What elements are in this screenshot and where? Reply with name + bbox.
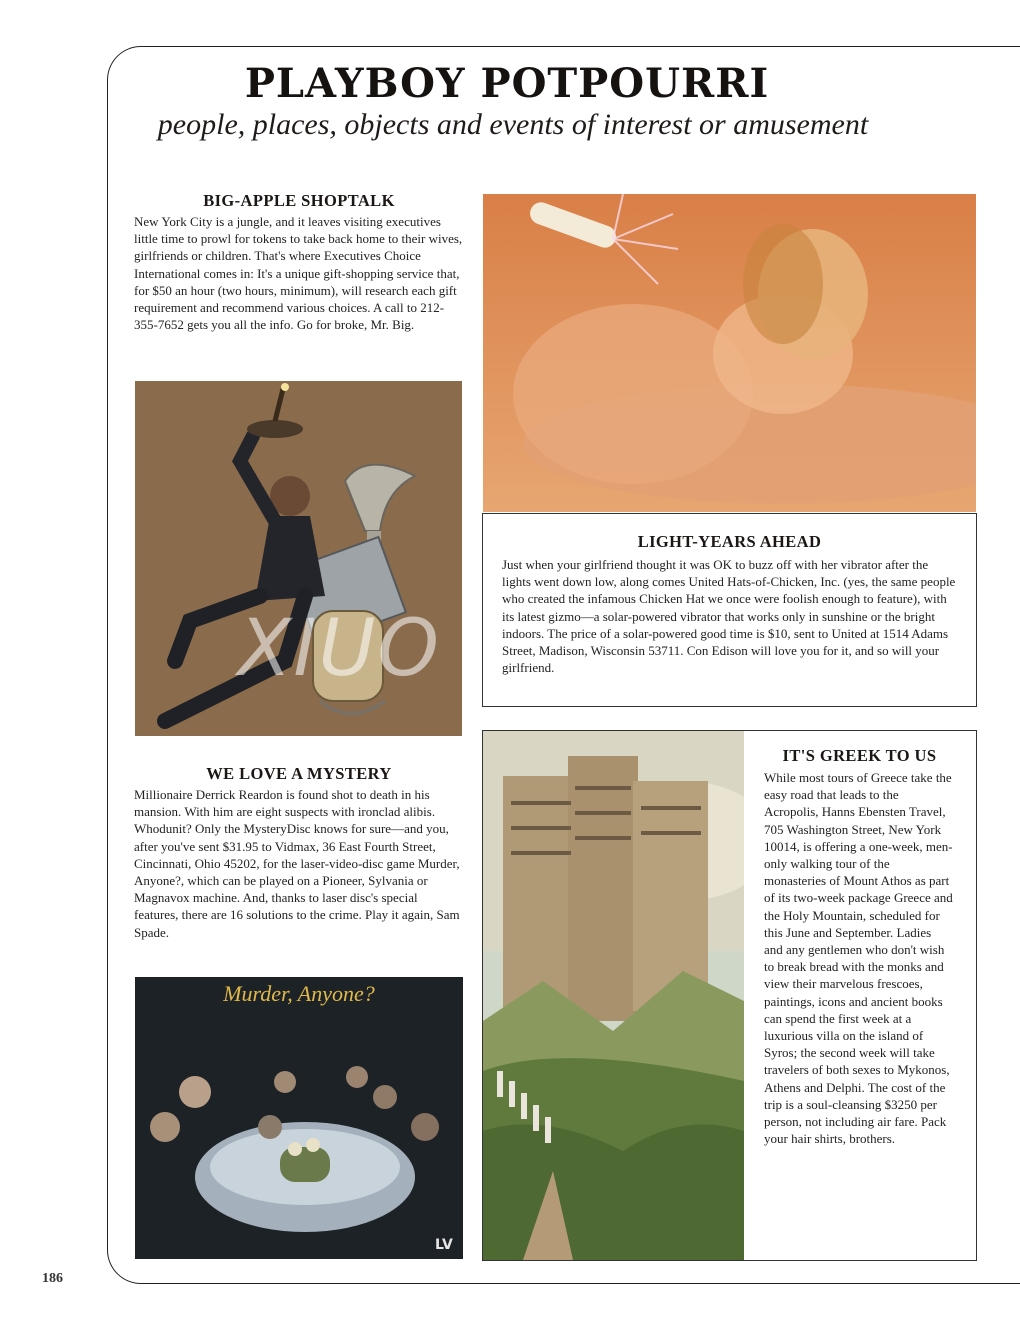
- solar-vibrator-photo: [483, 194, 976, 512]
- mystery-body: Millionaire Derrick Reardon is found shot to death in his mansion. With him are eight suspects with ironclad alibis. Whodunit? Only the MysteryDisc knows for sure—and you, after you've sent $31.95 to Vidmax, 36 East Fourth Street, Cincinnati, Ohio 45202, for the laser-video-disc game Murder, Anyone?, which can be played on a Pioneer, Sylvania or Magnavox machine. And, thanks to laser disc's special features, there are 16 solutions to the crime. Play it again, Sam Spade.: [134, 787, 460, 940]
- page-subtitle: people, places, objects and events of interest or amusement: [157, 108, 869, 141]
- greek-heading: IT'S GREEK TO US: [782, 746, 937, 765]
- greek-body: While most tours of Greece take the easy road that leads to the Acropolis, Hanns Ebensten Travel, 705 Washington Street, New York 10014, is offering a one-week, men-only walking tour of the monasteries of Mount Athos as part of its two-week package Greece and the Holy Mountain, scheduled for this June and September. Ladies and any gentlemen who don't wish to break bread with the monks and view their marvelous frescoes, paintings, icons and ancient books can spend the first week at a luxurious villa on the island of Syros; the second week will take travelers of both sexes to Mykonos, Athens and Delphi. The cost of the trip is a soul-cleansing $3250 per person, not including air fare. Pack your hair shirts, brothers.: [764, 770, 953, 1147]
- mystery-heading: WE LOVE A MYSTERY: [206, 764, 392, 783]
- murder-anyone-cover: [135, 977, 463, 1259]
- light-years-heading: LIGHT-YEARS AHEAD: [637, 532, 822, 551]
- page-title: PLAYBOY POTPOURRI: [244, 60, 770, 107]
- murder-cover-title: Murder, Anyone?: [223, 981, 375, 1006]
- page-number: 186: [42, 1271, 63, 1286]
- svg-text:LV: LV: [435, 1237, 453, 1253]
- light-years-body: Just when your girlfriend thought it was OK to buzz off with her vibrator after the lights went down low, along comes United Hats-of-Chicken, Inc. (yes, the same people who created the infamous Chicken Hat we once were foolish enough to feature), with its latest gizmo—a solar-powered vibrator that works only in sunshine or the bright indoors. The price of a solar-powered good time is $10, sent to United at 1514 Adams Street, Madison, Wisconsin 53711. Con Edison will love you for it, and so will your girlfriend.: [502, 557, 956, 676]
- shoptalk-heading: BIG-APPLE SHOPTALK: [203, 191, 395, 210]
- watermark-text: XIUO: [238, 604, 441, 694]
- shoptalk-body: New York City is a jungle, and it leaves visiting executives little time to prowl for tokens to take back home to their wives, girlfriends or children. That's where Executives Choice International comes in: It's a unique gift-shopping service that, for $50 an hour (two hours, minimum), will research each gift requirement and recommend various choices. A call to 212-355-7652 gets you all the info. Go for broke, Mr. Big.: [134, 214, 463, 333]
